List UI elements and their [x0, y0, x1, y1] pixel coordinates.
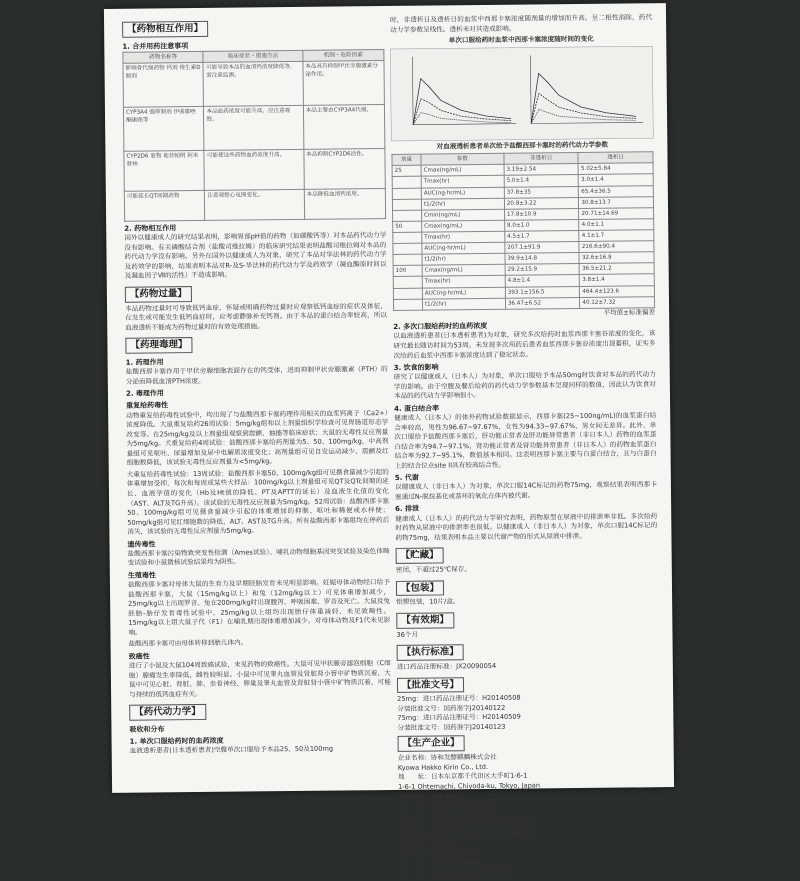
table-cell: 可能使这些药物血药浓度升高。 [204, 149, 304, 190]
paragraph: 盐酸西那卡塞作用于甲状旁腺细胞表面存在的钙受体，进而抑制甲状旁腺激素（PTH）的分泌而降低血清PTH浓度。 [125, 365, 388, 386]
manufacturer-line: 传 真：0081-3-3282-0102 [398, 810, 494, 820]
table-row [124, 149, 385, 192]
section-title-interactions: 【药物相互作用】 [122, 21, 208, 38]
table-row [124, 189, 385, 222]
section-title-package: 【包装】 [396, 580, 444, 596]
subsection-title: 2. 毒理作用 [125, 389, 164, 399]
table-cell: 17.8±10.9 [504, 208, 579, 220]
paragraph: 动物重复给药毒性试验中，均出现了与盐酸西那卡塞药理作用相关的血浆钙离子（Ca2+）浓度降低。大鼠重复给药26周试验：5mg/kg组和以上剂量组织学检查可见胃肠道形态学改变等。在25mg/kg及以上剂量组观察到震颤、抽搐等临床症状；大鼠的无毒性反应剂量为5mg/kg。犬重复给药4周试验：盐酸西那卡塞给药剂量为5、50、100mg/kg，中高剂量组可见呕吐、尿量增加及尿中电解质浓度变化；高剂量组可见自发运动减少、震颤及红细胞数降低，该试验无毒性反应剂量为<5mg/kg。 [126, 408, 389, 468]
table-cell: 本品主要由CYP3A4代谢。 [303, 105, 385, 150]
table-cell: 25 [392, 165, 421, 176]
table-header-cell: 透析日 [578, 152, 653, 164]
subsection-title: 1. 单次口服给药时的血药浓度 [129, 736, 224, 746]
table-cell: 207.1±91.9 [505, 242, 580, 254]
table-cell: Tmax(hr) [422, 276, 505, 288]
section-title-pk: 【药代动力学】 [129, 704, 206, 721]
subsection-title: 1. 合并用药注意事项 [122, 41, 189, 51]
paragraph: 盐酸西那卡塞对母体大鼠的生育力及早期胚胎发育未见明显影响。妊娠母体动物经口给予盐酸西那卡塞，大鼠（15mg/kg以上）和兔（12mg/kg以上）可见体重增加减少，25mg/kg以上出现罗音、兔在200mg/kg时出现腹泻、呼吸困难、罗音及死亡。大鼠及兔胚胎-胎仔发育毒性试验中，25mg/kg以上组均出现胎仔体重减轻、未见致畸性。15mg/kg以上组大鼠子代（F1）在哺乳期出现体重增加减少。对母体动物及F1代未见影响。 [127, 578, 391, 637]
table-cell: 4.8±1.4 [505, 275, 580, 287]
table-cell: 39.9±14.8 [505, 253, 580, 265]
table-header-cell: 参数 [421, 153, 504, 165]
table-cell: 100 [393, 265, 422, 276]
approval-line: 分装批准文号：国药准字J20140123 [397, 722, 506, 732]
manufacturer-line: 分装企业地址：上海市浦东新区龙东大道970号 [398, 829, 537, 839]
table-cell: Tmax(hr) [422, 231, 505, 243]
paragraph: 36个月 [396, 630, 419, 639]
table-cell: 4.5±1.7 [505, 230, 580, 242]
table-cell: CYP3A4 强抑制剂 伊曲康唑 酮康唑等 [123, 106, 204, 151]
subsection-title: 5. 代谢 [394, 473, 419, 483]
table-caption: 对血液透析患者单次给予盐酸西那卡塞时的药代动力学参数 [436, 140, 609, 151]
manufacturer-line: 邮政编码：100-8185 [398, 791, 463, 801]
table-cell [393, 277, 422, 288]
table-cell: 本品血药浓度可能升高，应注意观察。 [204, 105, 304, 150]
manufacturer-line: 传 真：021-50800026 [398, 858, 481, 868]
table-cell [392, 177, 421, 188]
subsection-title: 重复给药毒性 [126, 401, 169, 411]
subsection-title: 2. 药物相互作用 [124, 224, 177, 233]
table-cell: 3.8±1.4 [580, 274, 655, 286]
paragraph: 盐酸西那卡塞污染物致突变性检测（Ames试验）、哺乳动物细胞基因突变试验及染色体畸变试验和小鼠微核试验结果均为阴性。 [127, 546, 390, 568]
paragraph: 血液透析患者(日本透析患者)空腹单次口服给予本品25、50及100mg [129, 744, 334, 756]
subsection-title: 遗传毒性 [127, 540, 156, 549]
table-header-cell: 剂量 [392, 154, 421, 165]
subsection-title: 1. 药理作用 [125, 358, 164, 367]
manufacturer-line: 企业名称：协和发酵麒麟株式会社 [397, 753, 497, 763]
section-title-pharmtox: 【药理毒理】 [125, 337, 192, 353]
table-cell: 464.4±123.6 [580, 285, 655, 297]
table-cell: CYP2D6 底物 地昔帕明 阿米替林 [124, 150, 205, 191]
paragraph: 密闭，不超过25℃保存。 [395, 565, 471, 574]
manufacturer-line: 1-6-1 Ohtemachi, Chiyoda-ku, Tokyo, Japan [398, 781, 541, 791]
paragraph: 以血液透析患者(日本透析患者)为对象，研究多次给药时血浆西那卡塞谷浓度的变化，该研究最长随访时间为53周。未发现多次用药后患者血浆西那卡塞谷浓度出现蓄积，证实多次给药后血浆中西那卡塞浓度达到了稳定状态。 [393, 329, 656, 360]
paragraph: 铝塑包装，10片/盒。 [396, 597, 460, 607]
table-cell [393, 288, 422, 299]
paragraph: 进行了小鼠及大鼠104周致癌试验，未见药物的致癌性。大鼠可见甲状腺旁滤泡细胞（C细胞）腺瘤发生率降低，雌性较明显。小鼠中可见睾丸血管及肾脏肾小管中矿物质沉着，大鼠中可见心脏、肾脏、肺、坐骨神经、卵巢及睾丸血管及肾脏肾小管中矿物质沉着，可能与持续的低钙血症有关。 [128, 659, 392, 699]
section-title-standard: 【执行标准】 [397, 644, 464, 660]
table-cell: 36.5±21.2 [580, 263, 655, 275]
table-cell [393, 210, 422, 221]
table-cell: AUC(ng·hr/mL) [422, 242, 505, 254]
table-cell: 本品降低血清钙浓度。 [304, 189, 386, 220]
table-cell [393, 232, 422, 243]
approval-line: 75mg：进口药品注册证号：H20140509 [397, 713, 521, 723]
table-cell: 注意观察心电图变化。 [205, 189, 305, 220]
table-cell: 影响骨代谢药物 钙剂 维生素D制剂 [123, 62, 204, 107]
paragraph: 本品药物过量时可导致低钙血症，怀疑或明确药物过量时应观察低钙血症的症状及体征，在发生或可能发生低钙血症时，应考虑静脉补充钙剂。由于本品的蛋白结合率较高，所以血液透析不能成为药物过量时的有效处理措施。 [125, 301, 388, 332]
table-cell: Cmax(ng/mL) [422, 265, 505, 277]
table-cell: 本品抑制CYP2D6活性。 [304, 149, 386, 190]
table-cell: 29.2±15.9 [505, 264, 580, 276]
table-header-cell: 临床症状・措施方法 [203, 50, 302, 62]
manufacturer-line: 分装企业：协和发酵麒麟（中国）制药有限公司 [398, 819, 537, 829]
subsection-title: 生殖毒性 [127, 571, 156, 580]
table-cell: 37.8±35 [504, 186, 579, 198]
table-cell: Tmax(hr) [421, 176, 504, 188]
table-cell: Cmin(ng/mL) [421, 209, 504, 221]
paragraph: 盐酸西那卡塞可由母体转移到胎儿体内。 [128, 638, 248, 649]
manufacturer-line: 邮政编码：201203 [398, 839, 457, 849]
table-cell: 5.0±1.4 [504, 175, 579, 187]
paragraph: 国外以健康成人的研究结果表明，影响胃部pH值的药物（如碳酸钙等）对本品药代动力学没有影响。有关磷酸结合剂（盐酸司维拉姆）的临床研究结果表明盐酸司维拉姆对本品的药代动力学没有影响。另外在国外以健康成人为对象，研究了本品对华法林的药代动力学及药效学的影响，结果表明本品对R-及S-华法林的药代动力学及药效学（凝血酶原时间以及凝血因子Ⅶ的活性）不造成影响。 [124, 231, 387, 281]
table-cell: 40.12±7.32 [580, 296, 655, 308]
table-cell: 393.1±156.5 [505, 286, 580, 298]
table-cell: t1/2(hr) [422, 298, 505, 310]
table-cell: 本品具有抑制甲状旁腺激素分泌作用。 [303, 61, 385, 106]
section-title-overdose: 【药物过量】 [125, 286, 192, 302]
section-title-storage: 【贮藏】 [396, 548, 444, 564]
pk-parameter-table [391, 151, 655, 310]
subsection-title: 致癌性 [128, 652, 150, 661]
left-column [122, 16, 392, 759]
paragraph: 犬重复给药毒性试验：13周试验：盐酸西那卡塞50、100mg/kg组可见摄食量减少引起的体重增加受抑，每次和每周或某些犬样品：100mg/kg以上剂量组可见QT及QTc间期的延长、血液学值的变化（Hb及Ht值的降低、PT及APTT的延长）及血液生化值的变化（AST、ALT及TG升高）。该试验的无毒性反应剂量为5mg/kg。52周试验：盐酸西那卡塞50、100mg/kg组可见摄食量减少引起的体重增加的抑制、呕吐和稀便或水样便；50mg/kg组可见红细胞数的降低，ALT、AST及TG升高。所有盐酸西那卡塞组均在停药后消失，该试验的无毒性反应剂量为5mg/kg。 [126, 467, 390, 536]
table-cell [393, 299, 422, 310]
paragraph: 以健康成人（非日本人）为对象，单次口服14C标记的药物75mg，观察结果表明西那卡塞通过N-脱烷基化或萘环的氧化在体内被代谢。 [394, 480, 657, 501]
manufacturer-line: 地 址：日本东京都千代田区大手町1-6-1 [397, 771, 528, 782]
manufacturer-line: 网 址：www.kyowa-kirin.com.cn [398, 867, 514, 877]
table-cell: AUC(ng·hr/mL) [421, 187, 504, 199]
manufacturer-line: 电 话：0081-3-3282-0069 [398, 800, 493, 810]
table-cell: AUC(ng·hr/mL) [422, 287, 505, 299]
table-cell [393, 254, 422, 265]
table-cell: 4.1±1.7 [579, 230, 654, 242]
table-cell: 50 [393, 221, 422, 232]
paragraph: 进口药品注册标准：JX20090054 [396, 661, 497, 671]
right-column [390, 13, 661, 878]
table-row [123, 61, 384, 108]
table-cell [392, 188, 421, 199]
approval-line: 分装批准文号：国药准字J20140122 [397, 703, 506, 713]
interaction-table [122, 49, 386, 222]
table-note: 平均值±标准偏差 [603, 307, 656, 317]
table-cell: 3.19±2.54 [504, 164, 579, 176]
table-cell: 32.6±16.9 [579, 252, 654, 264]
paragraph: 健康成人（日本人）的药代动力学研究表明，药物原型在尿液中的排泄率非低。多次给药时药物从尿液中的排泄率也很低。以健康成人（非日本人）为对象，单次口服14C标记的药物75mg，结果表明本品主要以代谢产物的形式从尿液中排泄。 [395, 511, 658, 542]
table-cell [393, 243, 422, 254]
table-cell: Cmax(ng/mL) [422, 220, 505, 232]
table-cell: 30.8±13.7 [579, 196, 654, 208]
manufacturer-line: 联系电话：021-50800909 [398, 848, 481, 858]
table-cell: 3.0±1.4 [579, 174, 654, 186]
package-insert-sheet [104, 3, 674, 877]
table-cell: 20.8±3.22 [504, 197, 579, 209]
chart-frame [390, 46, 653, 141]
paragraph: 健康成人（日本人）的体外药物试验数据显示，西那卡塞(25~100ng/mL)的血浆蛋白结合率较高，男性为96.67~97.67%，女性为94.33~97.67%，男女间无差异。此外，单次口服给予盐酸西那卡塞后，肝功能正常者及肝功能异常患者（非日本人）药物的血浆蛋白结合率为94.7~97.1%，肾功能正常者及肾功能异常患者（非日本人）的药物血浆蛋白结合率为92.7~95.1%，数值基本相同。这表明西那卡塞主要与白蛋白结合，且与白蛋白上的结合位点site II具有较高结合性。 [394, 411, 657, 470]
paragraph: 时，非透析日及透析日的血浆中西那卡塞浓度随剂量的增加而升高，呈二相性消除，药代动力学参数呈线性。透析未对其造成影响。 [389, 13, 653, 34]
manufacturer-line: Kyowa Hakko Kirin Co., Ltd. [397, 762, 489, 772]
concentration-time-chart [390, 46, 653, 141]
table-cell: 65.4±36.5 [579, 185, 654, 197]
table-cell: t1/2(hr) [422, 253, 505, 265]
table-cell: 36.47±6.52 [505, 297, 580, 309]
table-header-cell: 药物名称等 [123, 51, 204, 63]
table-cell: 可能延长QT间期药物 [124, 190, 205, 221]
table-cell: 5.02±5.84 [578, 163, 653, 175]
subsection-title: 3. 饮食的影响 [393, 363, 439, 372]
table-row [123, 105, 384, 152]
chart-caption: 单次口服给药时血浆中西那卡塞浓度随时间的变化 [448, 34, 594, 45]
table-cell: 4.0±1.1 [579, 219, 654, 231]
paragraph: 研究了以健康成人（日本人）为对象，单次口服给予本品50mg时饮食对本品的药代动力学的影响。由于空腹及餐后给药的药代动力学参数基本呈现同样的数值，因此认为饮食对本品的药代动力学影响很小。 [393, 370, 656, 401]
table-cell: Cmax(ng/mL) [421, 165, 504, 177]
table-cell: 8.0±1.0 [504, 219, 579, 231]
section-title-manufacturer: 【生产企业】 [398, 736, 465, 752]
table-cell: 可能导致本品的血清钙浓度降低等，需注意监测。 [203, 61, 303, 106]
table-header-cell: 机制・危险因素 [303, 49, 384, 61]
table-cell: 20.71±14.69 [579, 207, 654, 219]
subsection-title: 4. 蛋白结合率 [394, 404, 440, 413]
subsection-title: 吸收和分布 [129, 725, 165, 734]
subsection-title: 2. 多次口服给药时的血药浓度 [393, 322, 488, 332]
table-header-cell: 非透析日 [504, 153, 579, 165]
approval-line: 25mg：进口药品注册证号：H20140508 [397, 693, 521, 704]
section-title-validity: 【有效期】 [396, 612, 454, 628]
table-cell [392, 199, 421, 210]
section-title-approval: 【批准文号】 [397, 677, 464, 693]
subsection-title: 6. 排泄 [395, 505, 420, 514]
table-cell: t1/2(hr) [421, 198, 504, 210]
table-cell: 216.6±90.4 [579, 241, 654, 253]
